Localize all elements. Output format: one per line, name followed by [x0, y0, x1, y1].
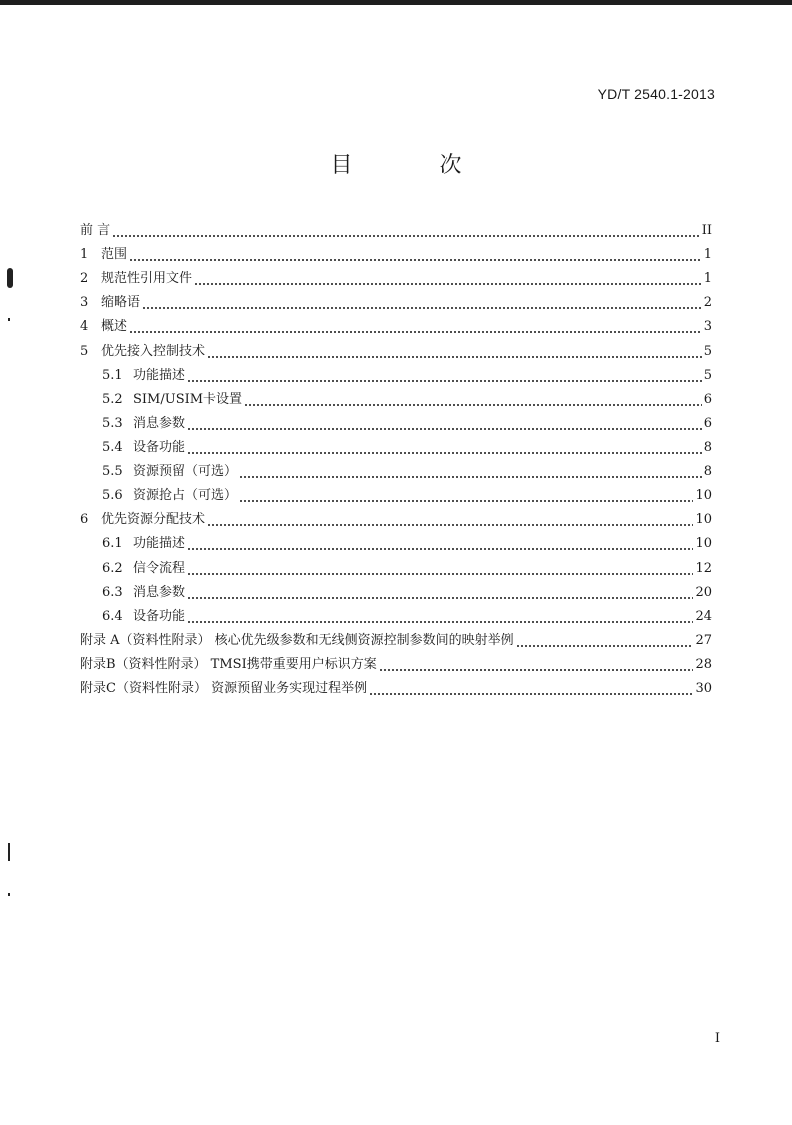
toc-entry[interactable]: [80, 243, 712, 267]
toc-entry-label: 功能描述: [133, 536, 186, 552]
dot-leader: [244, 388, 702, 412]
toc-entry[interactable]: [80, 484, 712, 508]
toc-entry-page: 30: [695, 681, 712, 697]
dot-leader: [187, 532, 693, 556]
toc-entry-number: 6.3: [102, 584, 123, 600]
toc-entry-page: 10: [695, 512, 712, 528]
toc-entry[interactable]: [80, 315, 712, 339]
page-number: I: [714, 1031, 720, 1046]
toc-entry-number: 6.4: [102, 608, 123, 624]
toc-entry-page: 28: [695, 656, 712, 672]
toc-entry[interactable]: [80, 581, 712, 605]
toc-entry-page: 5: [703, 367, 712, 383]
toc-entry-label: 信令流程: [133, 560, 186, 576]
toc-entry[interactable]: [80, 508, 712, 532]
toc-entry-number: 3: [80, 295, 89, 311]
toc-entry-page: 2: [703, 295, 712, 311]
dot-leader: [516, 629, 694, 653]
toc-entry-number: 6: [80, 512, 89, 528]
toc-entry[interactable]: [80, 436, 712, 460]
toc-entry-label: 缩略语: [101, 295, 141, 311]
dot-leader: [369, 677, 693, 701]
toc-entry-page: 8: [703, 439, 712, 455]
dot-leader: [379, 653, 694, 677]
toc-entry[interactable]: [80, 412, 712, 436]
toc-entry-page: 3: [703, 319, 712, 335]
toc-entry-label: 设备功能: [133, 608, 186, 624]
dot-leader: [187, 557, 693, 581]
document-number: YD/T 2540.1-2013: [597, 86, 715, 102]
toc-entry[interactable]: [80, 340, 712, 364]
toc-entry-number: 5.3: [102, 415, 123, 431]
scan-artifact: [8, 843, 10, 861]
dot-leader: [187, 581, 693, 605]
toc-entry-number: 5.5: [102, 464, 123, 480]
scan-artifact: [8, 318, 10, 321]
toc-entry-number: 前 言: [80, 223, 111, 238]
dot-leader: [207, 508, 693, 532]
dot-leader: [239, 460, 702, 484]
toc-entry[interactable]: [80, 460, 712, 484]
toc-entry-page: 1: [703, 247, 712, 263]
dot-leader: [129, 243, 702, 267]
dot-leader: [187, 436, 702, 460]
table-of-contents: [80, 219, 712, 701]
toc-entry-label: 范围: [101, 247, 128, 263]
toc-entry-label: 消息参数: [133, 584, 186, 600]
toc-entry[interactable]: [80, 557, 712, 581]
toc-entry-label: 资源抢占（可选）: [133, 488, 238, 504]
toc-entry-page: 10: [695, 536, 712, 552]
toc-entry-number: 5.6: [102, 488, 123, 504]
toc-entry-page: 27: [695, 632, 712, 648]
toc-entry-page: 5: [703, 343, 712, 359]
toc-entry-label: 优先资源分配技术: [101, 512, 206, 528]
toc-entry-page: 6: [703, 391, 712, 407]
toc-entry-page: 1: [703, 271, 712, 287]
toc-entry-number: 5.2: [102, 391, 123, 407]
dot-leader: [142, 291, 702, 315]
toc-entry-number: 5: [80, 343, 89, 359]
toc-entry-page: 20: [695, 584, 712, 600]
toc-entry-label: 功能描述: [133, 367, 186, 383]
toc-entry[interactable]: [80, 219, 712, 243]
toc-entry-number: 6.2: [102, 560, 123, 576]
dot-leader: [129, 315, 702, 339]
toc-entry-label: 设备功能: [133, 439, 186, 455]
toc-entry-page: 8: [703, 464, 712, 480]
toc-entry[interactable]: [80, 605, 712, 629]
toc-entry-number: 1: [80, 247, 89, 263]
toc-title: 目 次: [330, 153, 502, 178]
dot-leader: [207, 340, 702, 364]
toc-entry[interactable]: [80, 677, 712, 701]
toc-entry-label: 附录B（资料性附录） TMSI携带重要用户标识方案: [80, 656, 377, 672]
dot-leader: [187, 364, 702, 388]
toc-entry-page: II: [701, 223, 712, 238]
dot-leader: [187, 412, 702, 436]
toc-entry[interactable]: [80, 388, 712, 412]
toc-entry-number: 6.1: [102, 536, 123, 552]
toc-entry-number: 4: [80, 319, 89, 335]
top-border-rule: [0, 0, 792, 5]
toc-entry-number: 5.1: [102, 367, 123, 383]
toc-entry-number: 2: [80, 271, 89, 287]
toc-entry-label: 优先接入控制技术: [101, 343, 206, 359]
toc-entry[interactable]: [80, 629, 712, 653]
toc-entry-page: 10: [695, 488, 712, 504]
dot-leader: [239, 484, 693, 508]
toc-entry[interactable]: [80, 653, 712, 677]
toc-entry-page: 6: [703, 415, 712, 431]
toc-entry-label: 资源预留（可选）: [133, 464, 238, 480]
scan-artifact: [7, 268, 13, 288]
toc-entry-label: 规范性引用文件: [101, 271, 193, 287]
dot-leader: [194, 267, 702, 291]
toc-entry-page: 12: [695, 560, 712, 576]
toc-entry-label: 概述: [101, 319, 128, 335]
toc-entry[interactable]: [80, 291, 712, 315]
dot-leader: [112, 219, 700, 243]
toc-entry[interactable]: [80, 364, 712, 388]
toc-entry-label: 消息参数: [133, 415, 186, 431]
toc-entry-label: 附录 A（资料性附录） 核心优先级参数和无线侧资源控制参数间的映射举例: [80, 632, 514, 648]
toc-entry-label: SIM/USIM卡设置: [133, 391, 243, 407]
scan-artifact: [8, 893, 10, 896]
dot-leader: [187, 605, 693, 629]
toc-entry[interactable]: [80, 267, 712, 291]
toc-entry-page: 24: [695, 608, 712, 624]
toc-entry-label: 附录C（资料性附录） 资源预留业务实现过程举例: [80, 681, 368, 697]
toc-entry-number: 5.4: [102, 439, 123, 455]
toc-entry[interactable]: [80, 532, 712, 556]
